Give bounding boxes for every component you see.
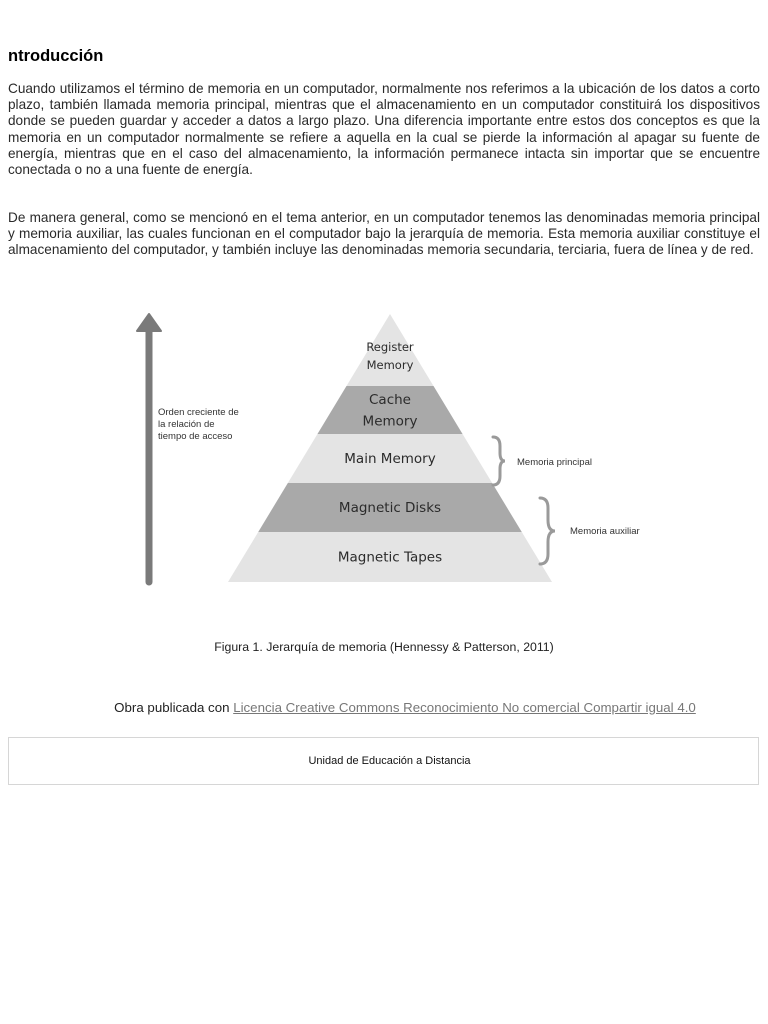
footer-box: [8, 737, 759, 785]
main-memory-label: Memoria principal: [517, 457, 592, 468]
figure-caption: [0, 640, 768, 654]
pyramid-label-register-memory: Register: [366, 339, 414, 354]
auxiliary-memory-bracket-icon: [540, 498, 555, 564]
pyramid-label-cache-memory: Cache: [369, 391, 411, 408]
footer-text: Unidad de Educación a Distancia: [308, 755, 471, 767]
up-arrow-icon: [137, 314, 161, 331]
pyramid: [228, 314, 552, 582]
license-notice: [0, 700, 768, 715]
memory-hierarchy-figure: [100, 300, 700, 600]
pyramid-label-cache-memory: Memory: [362, 413, 418, 430]
memory-hierarchy-diagram: [100, 300, 700, 600]
auxiliary-memory-label: Memoria auxiliar: [570, 526, 640, 537]
arrow-label: [158, 407, 241, 442]
license-link[interactable]: Licencia Creative Commons Reconocimiento No comercial Compartir igual 4.0: [233, 700, 696, 715]
arrow-label-line-3: tiempo de acceso: [158, 431, 233, 442]
arrow-label-line-1: Orden creciente de: [158, 407, 239, 418]
pyramid-label-register-memory: Memory: [366, 358, 414, 373]
figure-caption-text: Figura 1. Jerarquía de memoria (Hennessy & Patterson, 2011): [214, 640, 554, 654]
page-title: ntroducción: [8, 47, 104, 65]
pyramid-label-main-memory: Main Memory: [344, 451, 436, 468]
intro-paragraph-2: De manera general, como se mencionó en el tema anterior, en un computador tenemos las denominadas memoria principal y memoria auxiliar, las cuales funcionan en el computador bajo la jerarquía de memoria. Esta memoria auxiliar constituye el almacenamiento del computador, y también incluye las denominadas memoria secundaria, terciaria, fuera de línea y de red.: [8, 210, 760, 258]
pyramid-label-magnetic-disks: Magnetic Disks: [338, 500, 442, 517]
intro-paragraph-1: Cuando utilizamos el término de memoria en un computador, normalmente nos referimos a la ubicación de los datos a corto plazo, también llamada memoria principal, mientras que el almacenamiento en un computador constituirá los dispositivos donde se pueden guardar y acceder a datos a largo plazo. Una diferencia importante entre estos dos conceptos es que la memoria en un computador normalmente se refiere a aquella en la cual se pierde la información al apagar su fuente de energía, mientras que en el caso del almacenamiento, la información permanece intacta sin importar que se encuentre conectada o no a una fuente de energía.: [8, 81, 760, 178]
main-memory-bracket-icon: [493, 437, 505, 485]
license-prefix: Obra publicada con: [114, 700, 234, 715]
pyramid-label-magnetic-tapes: Magnetic Tapes: [337, 549, 443, 566]
arrow-label-line-2: la relación de: [158, 419, 215, 430]
